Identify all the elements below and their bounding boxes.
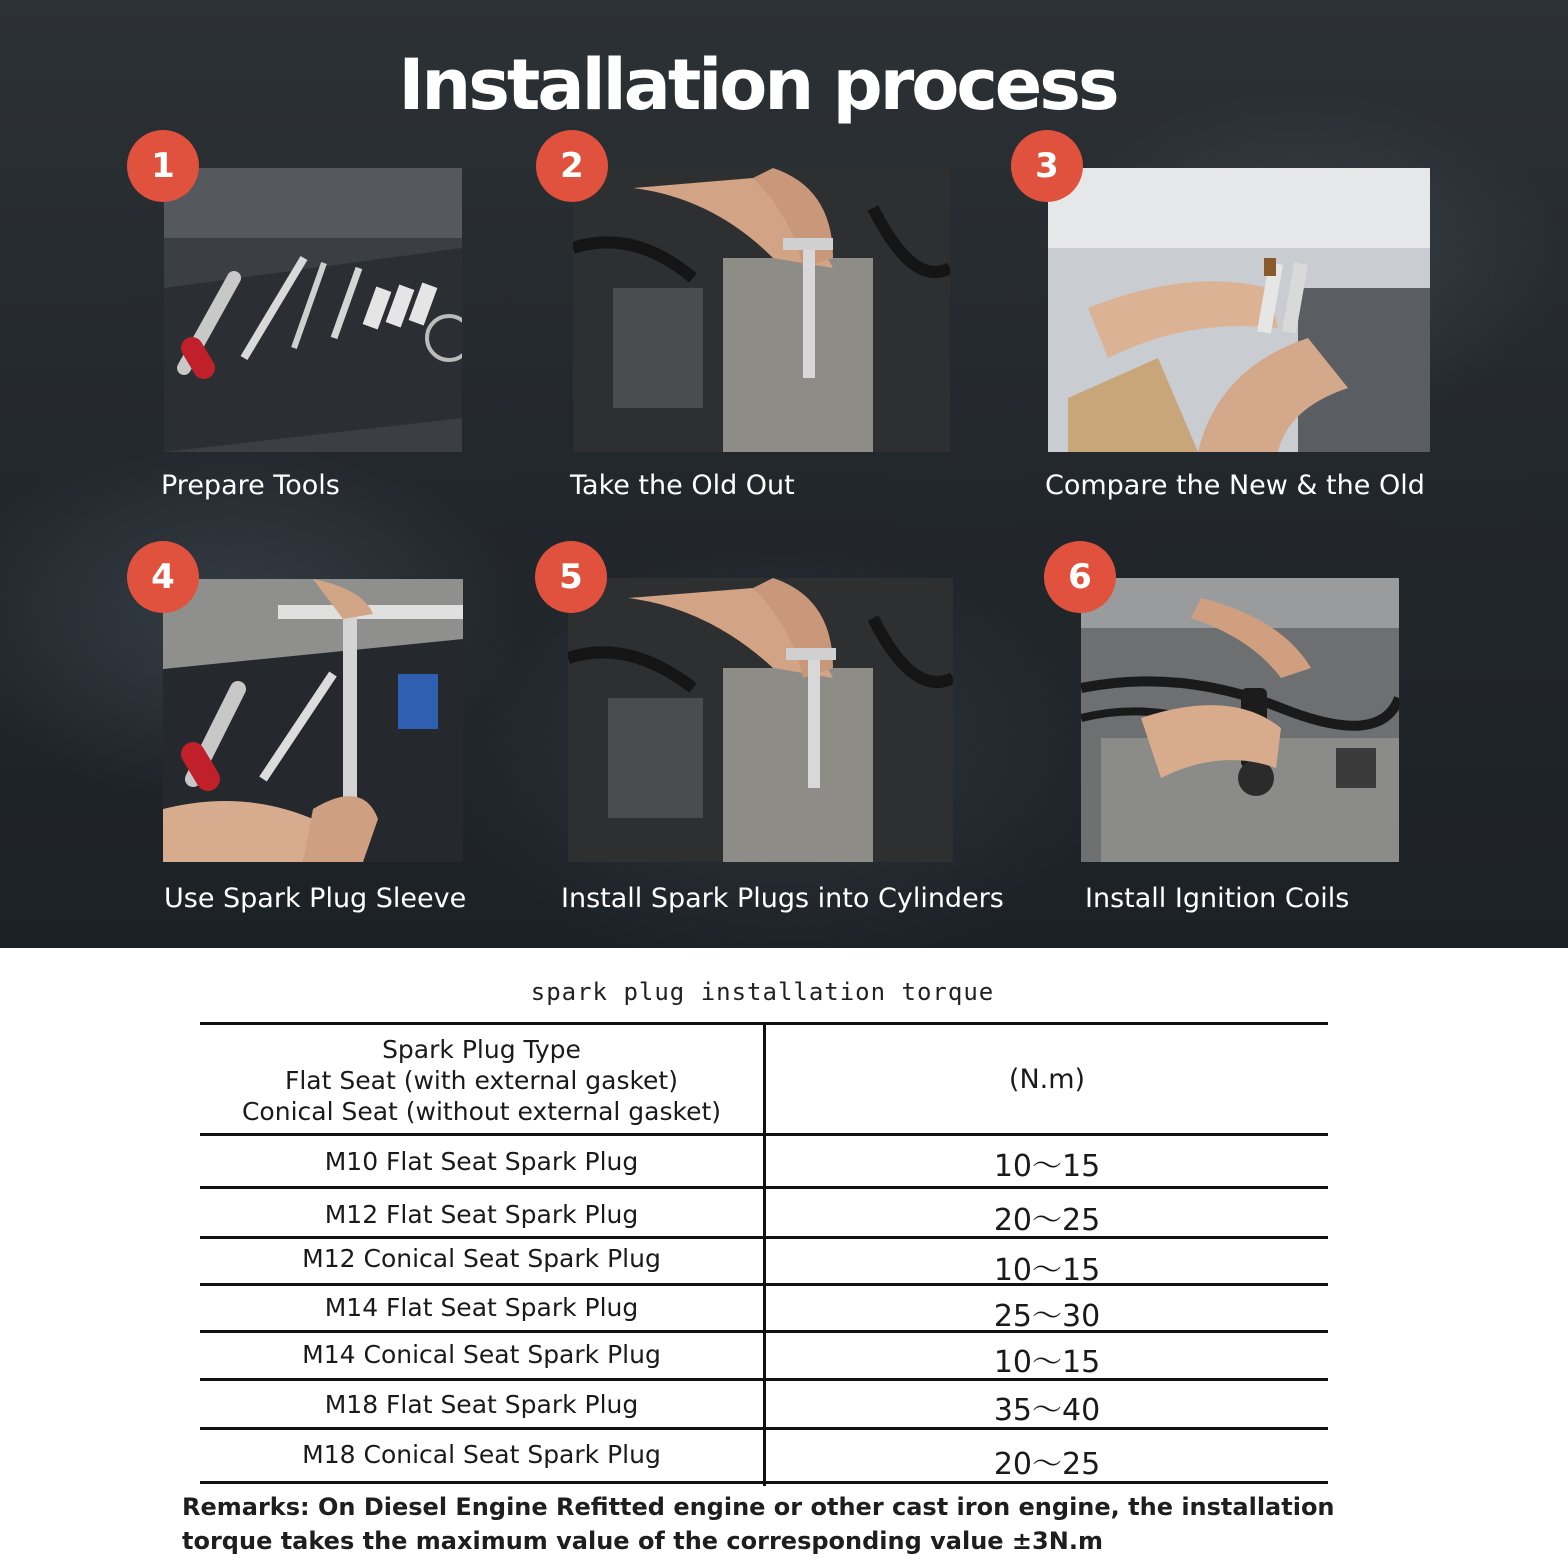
remarks-line: Remarks: On Diesel Engine Refitted engine or other cast iron engine, the installation xyxy=(182,1493,1335,1521)
table-row-torque: 20～25 xyxy=(993,1203,1101,1238)
step-3-caption: Compare the New & the Old xyxy=(1045,470,1425,501)
step-5-photo xyxy=(568,578,953,862)
table-row-torque: 10～15 xyxy=(993,1149,1101,1184)
step-4-photo xyxy=(163,579,463,862)
table-row-torque: 10～15 xyxy=(993,1253,1101,1288)
table-header-unit: (N.m) xyxy=(1008,1064,1086,1095)
page-title: Installation process xyxy=(398,44,1117,126)
table-row-torque: 35～40 xyxy=(993,1393,1101,1428)
step-6-photo xyxy=(1081,578,1399,862)
step-5-caption: Install Spark Plugs into Cylinders xyxy=(561,883,1004,914)
step-3-badge: 3 xyxy=(1011,130,1083,202)
table-remarks xyxy=(182,1490,1382,1558)
table-row-type: M12 Conical Seat Spark Plug xyxy=(302,1244,661,1273)
table-row-type: M14 Conical Seat Spark Plug xyxy=(302,1340,661,1369)
table-row-type: M12 Flat Seat Spark Plug xyxy=(324,1200,639,1229)
step-5-badge: 5 xyxy=(535,541,607,613)
step-3-photo xyxy=(1048,168,1430,452)
header-type-line: Spark Plug Type xyxy=(382,1035,581,1064)
step-4-caption: Use Spark Plug Sleeve xyxy=(164,883,467,914)
step-2-photo xyxy=(573,168,950,452)
header-type-line: Conical Seat (without external gasket) xyxy=(241,1097,722,1126)
remarks-line: torque takes the maximum value of the corresponding value ±3N.m xyxy=(182,1527,1103,1555)
table-header-type xyxy=(200,1034,763,1127)
table-row-type: M10 Flat Seat Spark Plug xyxy=(324,1147,639,1176)
table-row-torque: 20～25 xyxy=(993,1447,1101,1482)
table-row-type: M18 Conical Seat Spark Plug xyxy=(302,1440,661,1469)
step-1-photo xyxy=(164,168,462,452)
step-1-badge: 1 xyxy=(127,130,199,202)
step-6-badge: 6 xyxy=(1044,541,1116,613)
table-row-torque: 10～15 xyxy=(993,1345,1101,1380)
table-row-torque: 25～30 xyxy=(993,1299,1101,1334)
table-row-type: M18 Flat Seat Spark Plug xyxy=(324,1390,639,1419)
step-6-caption: Install Ignition Coils xyxy=(1085,883,1350,914)
step-1-caption: Prepare Tools xyxy=(161,470,340,501)
step-2-caption: Take the Old Out xyxy=(570,470,795,501)
torque-table-title: spark plug installation torque xyxy=(530,978,995,1006)
header-type-line: Flat Seat (with external gasket) xyxy=(284,1066,678,1095)
step-2-badge: 2 xyxy=(536,130,608,202)
step-4-badge: 4 xyxy=(127,541,199,613)
table-row-type: M14 Flat Seat Spark Plug xyxy=(324,1293,639,1322)
